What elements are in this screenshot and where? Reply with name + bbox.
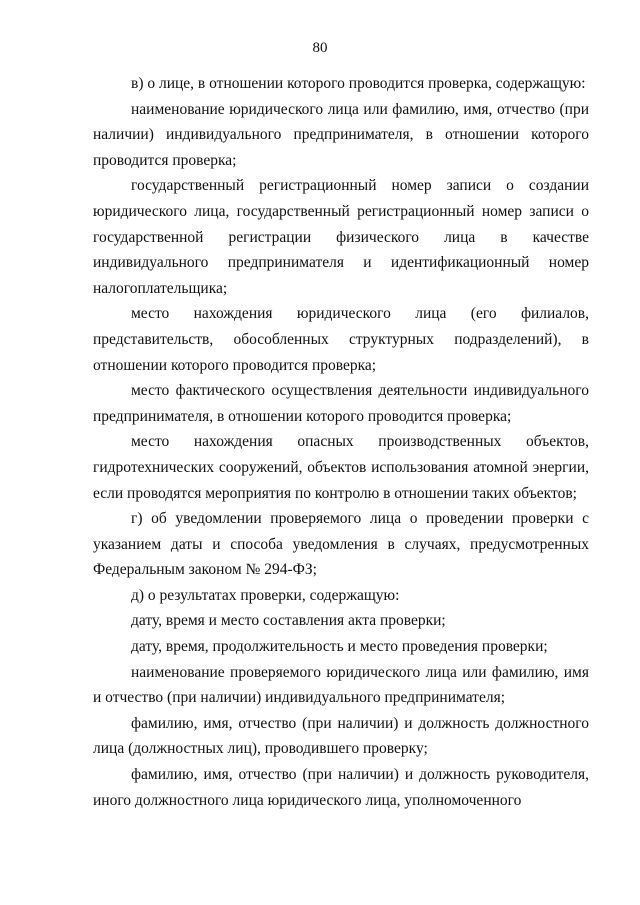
paragraph: наименование проверяемого юридического лица или фамилию, имя и отчество (при наличии) индивидуального предпринимателя; bbox=[93, 663, 589, 707]
paragraph: дату, время, продолжительность и место проведения проверки; bbox=[131, 638, 548, 656]
paragraph: фамилию, имя, отчество (при наличии) и должность руководителя, иного должностного лица юридического лица, уполномоченного bbox=[93, 766, 589, 809]
paragraph: место нахождения опасных производственных объектов, гидротехнических сооружений, объектов использования атомной энергии, если проводятся мероприятия по контролю в отношении таких объектов; bbox=[93, 433, 589, 502]
paragraph: г) об уведомлении проверяемого лица о проведении проверки с указанием даты и способа уведомления в случаях, предусмотренных Федеральным законом № 294-ФЗ; bbox=[93, 510, 589, 579]
paragraph: фамилию, имя, отчество (при наличии) и должность должностного лица (должностных лиц), проводившего проверку; bbox=[93, 714, 589, 758]
paragraph: дату, время и место составления акта проверки; bbox=[131, 612, 446, 630]
paragraph: место нахождения юридического лица (его филиалов, представительств, обособленных структурных подразделений), в отношении которого проводится проверка; bbox=[93, 305, 589, 374]
paragraph: наименование юридического лица или фамилию, имя, отчество (при наличии) индивидуального предпринимателя, в отношении которого проводится проверка; bbox=[93, 100, 589, 169]
paragraph: в) о лице, в отношении которого проводится проверка, содержащую: bbox=[131, 75, 586, 92]
page-number: 80 bbox=[312, 40, 328, 56]
document-body bbox=[93, 71, 589, 813]
paragraph: государственный регистрационный номер записи о создании юридического лица, государственный регистрационный номер записи о государственной регистрации физического лица в качестве индивидуального предпринимателя и идентификационный номер налогоплательщика; bbox=[93, 177, 589, 297]
paragraph: д) о результатах проверки, содержащую: bbox=[131, 586, 400, 604]
paragraph: место фактического осуществления деятельности индивидуального предпринимателя, в отношении которого проводится проверка; bbox=[93, 382, 589, 425]
